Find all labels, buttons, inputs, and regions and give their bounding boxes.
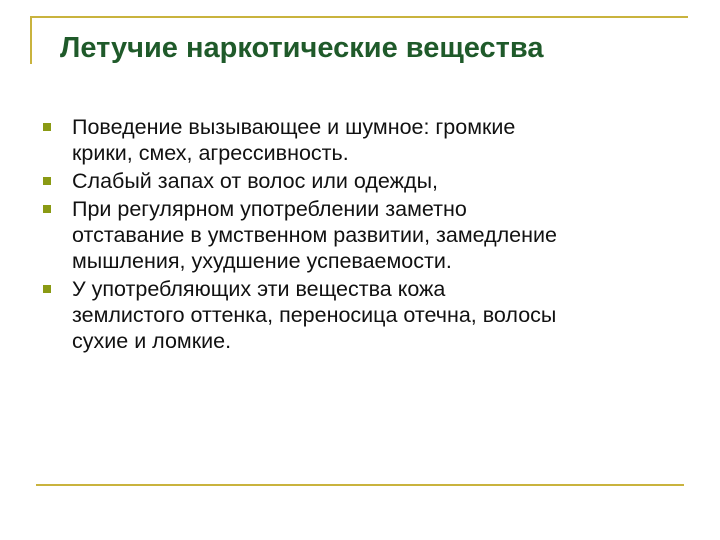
bullet-item: [42, 168, 710, 194]
slide-content: [42, 114, 710, 356]
bullet-item: [42, 276, 710, 354]
bullet-text-line: Слабый запах от волос или одежды,: [72, 169, 438, 193]
bullet-item: [42, 196, 710, 274]
bullet-text-line: отставание в умственном развитии, замедление: [72, 223, 557, 247]
slide-title: Летучие наркотические вещества: [60, 32, 544, 64]
bullet-text-line: мышления, ухудшение успеваемости.: [72, 249, 452, 273]
bullet-text-line: При регулярном употреблении заметно: [72, 197, 467, 221]
bullet-text-line: У употребляющих эти вещества кожа: [72, 277, 446, 301]
bullet-text-line: крики, смех, агрессивность.: [72, 141, 349, 165]
bottom-frame-line: [36, 484, 684, 486]
bullet-text-line: землистого оттенка, переносица отечна, волосы: [72, 303, 557, 327]
square-bullet-icon: [43, 123, 51, 131]
square-bullet-icon: [43, 285, 51, 293]
bullet-item: [42, 114, 710, 166]
top-frame-line: [30, 16, 680, 18]
bullet-text-line: Поведение вызывающее и шумное: громкие: [72, 115, 516, 139]
left-frame-line: [30, 16, 32, 64]
bullet-list: [42, 114, 710, 354]
square-bullet-icon: [43, 205, 51, 213]
square-bullet-icon: [43, 177, 51, 185]
bullet-text-line: сухие и ломкие.: [72, 329, 232, 353]
